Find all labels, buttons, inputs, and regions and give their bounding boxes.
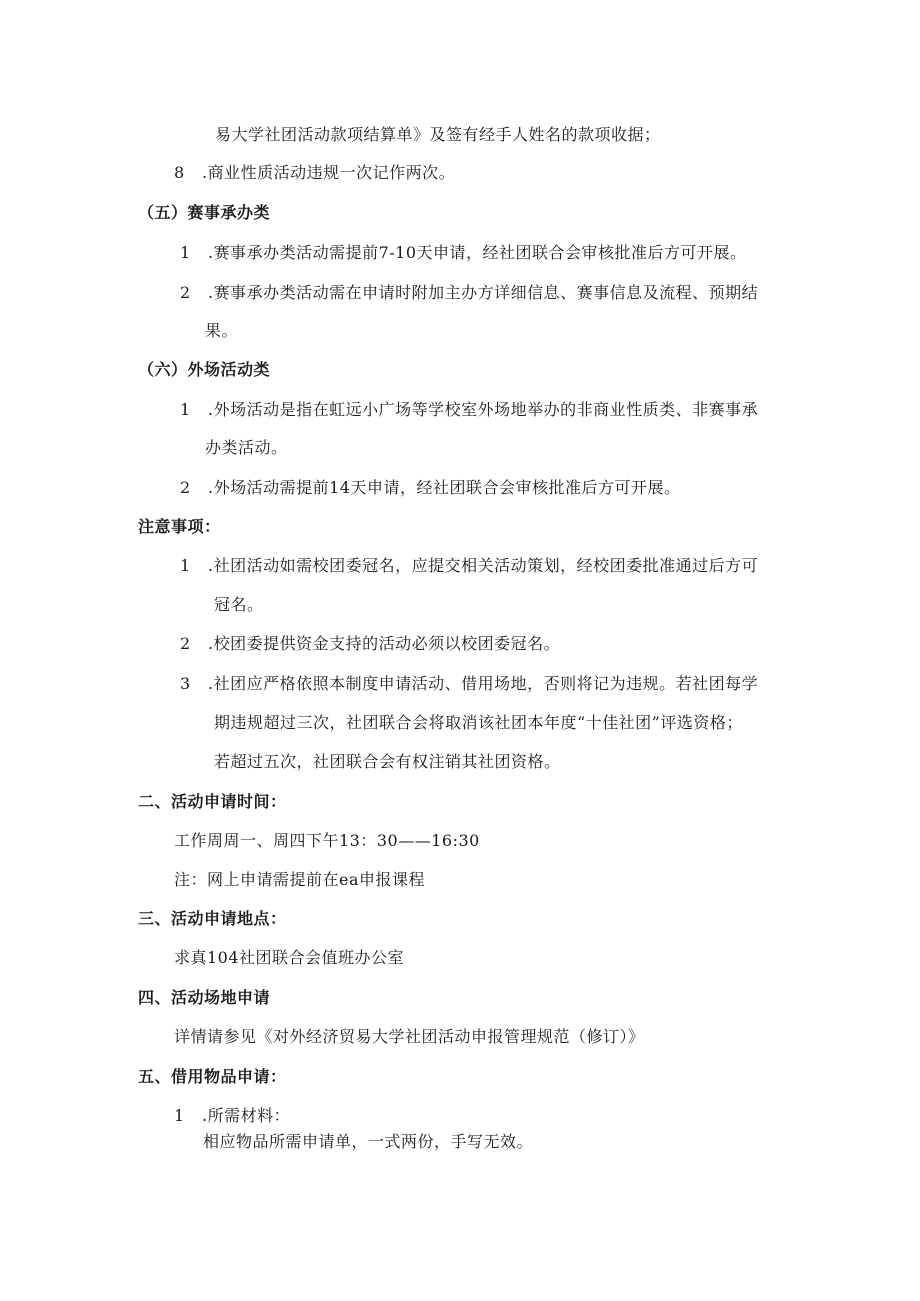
list-item-5-2 — [180, 282, 758, 304]
section-heading-outdoor: （六）外场活动类 — [138, 360, 271, 379]
borrow-item-1 — [174, 1105, 290, 1127]
list-number: 1 — [180, 243, 191, 262]
list-item-6-1 — [180, 399, 758, 421]
list-text: .外场活动是指在虹远小广场等学校室外场地举办的非商业性质类、非赛事承 — [208, 400, 759, 419]
paragraph-continuation: 易大学社团活动款项结算单》及签有经手人姓名的款项收据； — [215, 125, 661, 144]
section-heading-borrow: 五、借用物品申请： — [138, 1067, 287, 1086]
list-item-6-2 — [180, 477, 680, 499]
list-item-6-1-continuation: 办类活动。 — [205, 438, 288, 457]
notice-item-2 — [180, 633, 560, 655]
section-heading-competition: （五）赛事承办类 — [138, 203, 271, 222]
list-number: 2 — [180, 634, 191, 653]
place-detail: 求真104社团联合会值班办公室 — [174, 948, 405, 967]
notice-heading: 注意事项： — [138, 517, 221, 536]
list-text: .赛事承办类活动需提前7-10天申请，经社团联合会审核批准后方可开展。 — [208, 243, 747, 262]
list-number: 3 — [180, 674, 191, 693]
list-text: .赛事承办类活动需在申请时附加主办方详细信息、赛事信息及流程、预期结 — [208, 283, 759, 302]
list-text: .社团活动如需校团委冠名，应提交相关活动策划，经校团委批准通过后方可 — [208, 556, 759, 575]
list-number: 1 — [180, 400, 191, 419]
list-number: 2 — [180, 283, 191, 302]
list-number: 2 — [180, 478, 191, 497]
list-item-5-1 — [180, 242, 747, 264]
list-text: .社团应严格依照本制度申请活动、借用场地，否则将记为违规。若社团每学 — [208, 674, 759, 693]
venue-detail: 详情请参见《对外经济贸易大学社团活动申报管理规范（修订）》 — [174, 1027, 645, 1046]
notice-item-3 — [180, 673, 758, 695]
list-item-8 — [174, 162, 455, 184]
time-note: 注：网上申请需提前在ea申报课程 — [174, 870, 426, 889]
notice-item-3-continuation-2: 若超过五次，社团联合会有权注销其社团资格。 — [214, 752, 561, 771]
list-number: 8 — [174, 163, 185, 182]
list-number: 1 — [174, 1106, 185, 1125]
time-detail: 工作周周一、周四下午13：30——16:30 — [174, 831, 480, 850]
list-text: .所需材料： — [202, 1106, 291, 1125]
borrow-item-1-detail: 相应物品所需申请单，一式两份，手写无效。 — [203, 1132, 534, 1151]
list-number: 1 — [180, 556, 191, 575]
list-item-5-2-continuation: 果。 — [205, 321, 239, 340]
notice-item-1-continuation: 冠名。 — [214, 595, 264, 614]
section-heading-time: 二、活动申请时间： — [138, 792, 287, 811]
notice-item-1 — [180, 555, 758, 577]
section-heading-place: 三、活动申请地点： — [138, 909, 287, 928]
list-text: .外场活动需提前14天申请，经社团联合会审核批准后方可开展。 — [208, 478, 681, 497]
list-text: .校团委提供资金支持的活动必须以校团委冠名。 — [208, 634, 561, 653]
section-heading-venue: 四、活动场地申请 — [138, 988, 271, 1007]
notice-item-3-continuation-1: 期违规超过三次，社团联合会将取消该社团本年度“十佳社团”评选资格； — [214, 713, 743, 732]
list-text: .商业性质活动违规一次记作两次。 — [202, 163, 456, 182]
